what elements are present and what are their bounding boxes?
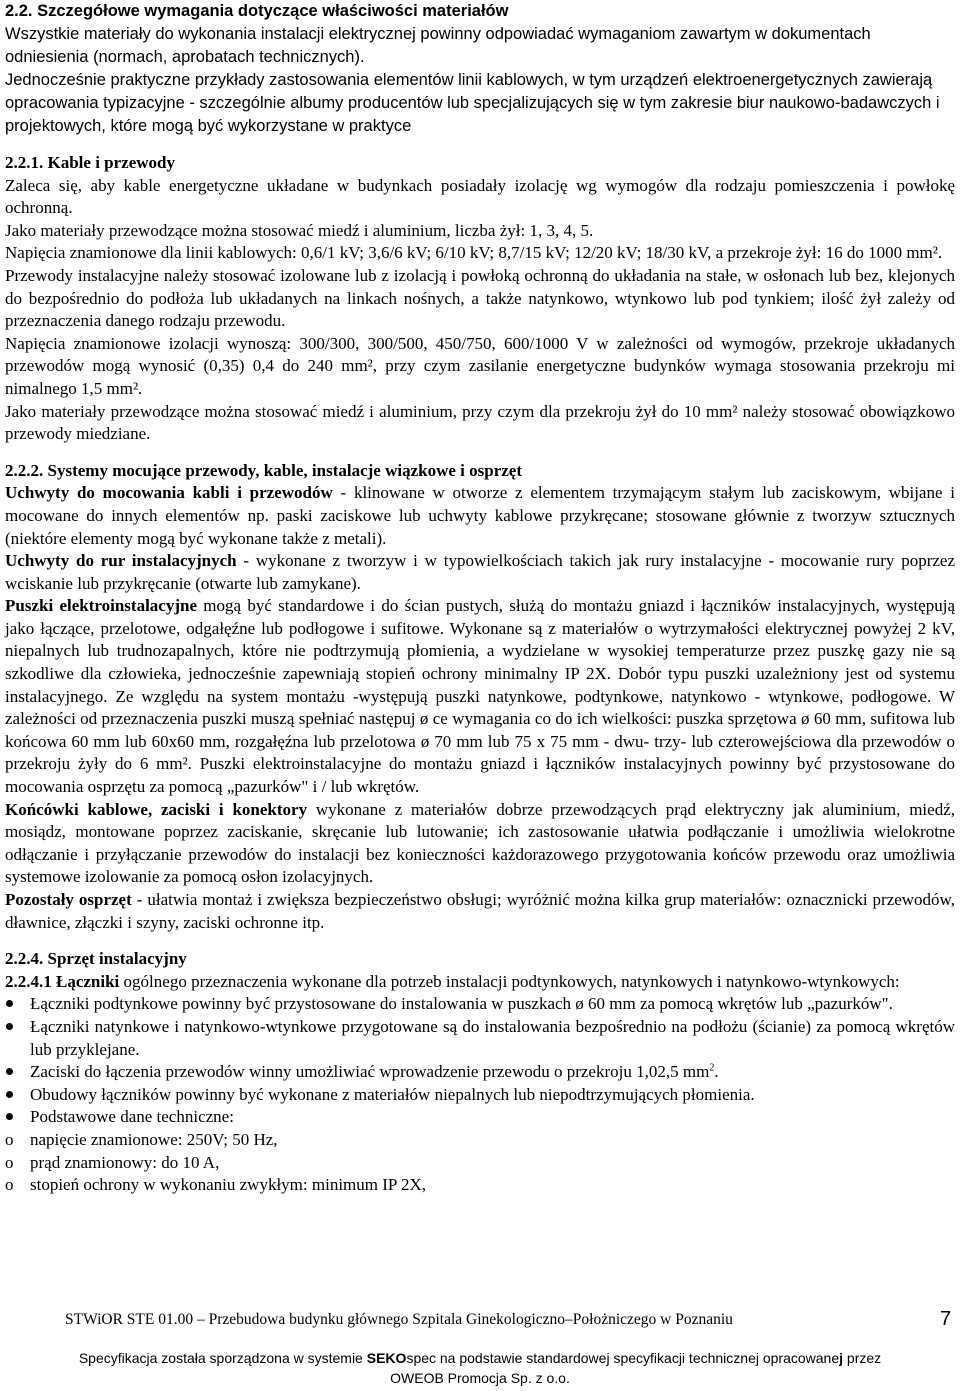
specification-credit: Specyfikacja została sporządzona w systemie SEKOspec na podstawie standardowej specyfikacji technicznej opracowanej przez OWEOB Promocja Sp. z o.o. (0, 1348, 960, 1388)
circle-bullet-icon: o (5, 1129, 14, 1149)
seko-brand: SEKO (366, 1350, 407, 1366)
s221-paragraph-5: Napięcia znamionowe izolacji wynoszą: 300/300, 300/500, 450/750, 600/1000 V w zależności od wymogów, przekroje układanych przewodów mogą wynosić (0,35) 0,4 do 240 mm², przy czym zasilanie energetyczne budynków wymaga stosowania przekroju mi nimalnego 1,5 mm². (5, 333, 955, 398)
bullet-list (5, 993, 955, 1129)
s222-paragraph-4 (5, 799, 955, 889)
list-item: Podstawowe dane techniczne: (30, 1107, 234, 1127)
s222-p5-text: - ułatwia montaż i zwiększa bezpieczeństwo obsługi; wyróżnić można kilka grup materiałów: oznacznicki przewodów, dławnice, złączki i szyny, zaciski ochronne itp. (5, 890, 955, 932)
list-item: o stopień ochrony w wykonaniu zwykłym: minimum IP 2X, (5, 1174, 955, 1197)
list-item: Łączniki natynkowe i natynkowo-wtynkowe przygotowane są do instalowania bezpośrednio na podłożu (ścianie) za pomocą wkrętów lub przyklejane. (30, 1016, 955, 1059)
s224-p1-term: Łączniki (51, 971, 120, 991)
s222-p3-text: mogą być standardowe i do ścian pustych, służą do montażu gniazd i łączników instalacyjnych, występują jako łączące, przelotowe, odgałęźne lub podłogowe i sufitowe. Wykonane są z materiałów o wytrzymałości elektrycznej powyżej 2 kV, niepalnych lub trudnozapalnych, które nie podtrzymują płomienia, a wydzielane w wysokiej temperaturze przez puszkę gazy nie są szkodliwe dla człowieka, jednocześnie zapewniają stopień ochrony minimalny IP 2X. Dobór typu puszki uzależniony jest od systemu instalacyjnego. Ze względu na system montażu -występują puszki natynkowe, podtynkowe, natynkowo - wtynkowe, podłogowe. W zależności od przeznaczenia puszki muszą spełniać następuj ø ce wymagania co do ich wielkości: puszka sprzętowa ø 60 mm, sufitowa lub końcowa 60 mm lub 60x60 mm, rozgałęźna lub przelotowa ø 70 mm lub 75 x 75 mm - dwu- trzy- lub czterowejściowa dla przewodów o przekroju żyły do 6 mm². Puszki elektroinstalacyjne do montażu gniazd i łączników instalacyjnych powinny być przystosowane do mocowania osprzętu za pomocą „pazurków" i / lub wkrętów. (5, 596, 955, 797)
publisher-name: OWEOB Promocja Sp. z o.o. (390, 1370, 570, 1386)
s222-p2-term: Uchwyty do rur instalacyjnych (5, 551, 237, 571)
s224-p1-text: ogólnego przeznaczenia wykonane dla potrzeb instalacji podtynkowych, natynkowych i natynkowo-wtynkowych: (119, 971, 900, 991)
s222-p5-term: Pozostały osprzęt (5, 890, 132, 909)
s221-paragraph-1: Zaleca się, aby kable energetyczne układane w budynkach posiadały izolację wg wymogów dla rodzaju pomieszczenia i powłokę ochronną. (5, 175, 955, 218)
list-item: o napięcie znamionowe: 250V; 50 Hz, (5, 1129, 955, 1152)
list-item: Łączniki podtynkowe powinny być przystosowane do instalowania w puszkach ø 60 mm za pomocą wkrętów lub „pazurków". (30, 994, 893, 1014)
intro-paragraph-1: Wszystkie materiały do wykonania instalacji elektrycznej powinny odpowiadać wymaganiom zawartym w dokumentach odniesienia (normach, aprobatach technicznych). (5, 25, 871, 66)
s222-p4-text: wykonane z materiałów dobrze przewodzących prąd elektryczny jak aluminium, miedź, mosiądz, montowane poprzez zaciskanie, skręcanie lub lutowanie; ich zastosowanie ułatwia podłączanie i umożliwia wielokrotne odłączanie i przyłączanie przewodów do instalacji bez konieczności każdorazowego przygotowania końców przewodu oraz umożliwia systemowe izolowanie za pomocą osłon izolacyjnych. (5, 799, 955, 887)
circle-bullet-icon: o (5, 1175, 14, 1195)
page-number: 7 (940, 1308, 952, 1330)
s222-paragraph-2 (5, 550, 955, 595)
s221-paragraph-2: Jako materiały przewodzące można stosować miedź i aluminium, liczba żył: 1, 3, 4, 5. (5, 220, 594, 240)
list-item: Obudowy łączników powinny być wykonane z materiałów niepalnych lub niepodtrzymujących płomienia. (30, 1084, 755, 1104)
s222-paragraph-5 (5, 889, 955, 934)
sub-list (5, 1129, 955, 1197)
subsection-heading-2-2-4: 2.2.4. Sprzęt instalacyjny (5, 949, 187, 969)
s224-paragraph-1 (5, 971, 955, 994)
s222-p1-term: Uchwyty do mocowania kabli i przewodów (5, 483, 333, 503)
s222-p1-text: - klinowane w otworze z elementem trzymającym stałym lub zaciskowym, wbijane i mocowane do innych elementów np. paski zaciskowe lub uchwyty kablowe przykręcane; stosowane głównie z tworzyw sztucznych (niektóre elementy mogą być wykonane także z metali). (5, 483, 955, 548)
s221-paragraph-3: Napięcia znamionowe dla linii kablowych: 0,6/1 kV; 3,6/6 kV; 6/10 kV; 8,7/15 kV; 12/20 kV; 18/30 kV, a przekroje żył: 16 do 1000 mm². (5, 243, 943, 263)
s221-paragraph-6: Jako materiały przewodzące można stosować miedź i aluminium, przy czym dla przekroju żył do 10 mm² należy stosować obowiązkowo przewody miedziane. (5, 401, 955, 444)
s222-p2-text: - wykonane z tworzyw i w typowielkościach takich jak rury instalacyjne - mocowanie rury poprzez wciskanie lub przykręcanie (otwarte lub zamykane). (5, 551, 955, 593)
s222-paragraph-1 (5, 482, 955, 550)
s224-p1-number: 2.2.4.1 (5, 971, 52, 991)
s222-p4-term: Końcówki kablowe, zaciski i konektory (5, 799, 308, 819)
s222-paragraph-3 (5, 595, 955, 798)
circle-bullet-icon: o (5, 1152, 14, 1172)
subsection-heading-2-2-2: 2.2.2. Systemy mocujące przewody, kable, instalacje wiązkowe i osprzęt (5, 460, 523, 480)
list-item: o prąd znamionowy: do 10 A, (5, 1152, 955, 1175)
s221-paragraph-4: Przewody instalacyjne należy stosować izolowane lub z izolacją i powłoką ochronną do układania na stałe, w osłonach lub bez, klejonych do bezpośrednio do podłoża lub układanych na linkach nośnych, a także natynkowo, wtynkowo lub pod tynkiem; ilość żył zależy od przeznaczenia danego rodzaju przewodu. (5, 265, 955, 331)
section-heading: 2.2. Szczegółowe wymagania dotyczące właściwości materiałów (5, 2, 509, 20)
s222-p3-term: Puszki elektroinstalacyjne (5, 596, 198, 616)
running-footer: STWiOR STE 01.00 – Przebudowa budynku głównego Szpitala Ginekologiczno–Położniczego w Poznaniu (65, 1311, 733, 1328)
list-item: Zaciski do łączenia przewodów winny umożliwiać wprowadzenie przewodu o przekroju 1,02,5 $mm^2$. (30, 1062, 719, 1082)
intro-paragraph-2: Jednocześnie praktyczne przykłady zastosowania elementów linii kablowych, w tym urządzeń elektroenergetycznych zawierają opracowania typizacyjne - szczególnie albumy producentów lub specjalizujących się w tym zakresie biur naukowo-badawczych i projektowych, które mogą być wykorzystane w praktyce (5, 71, 940, 135)
subsection-heading-2-2-1: 2.2.1. Kable i przewody (5, 153, 175, 172)
document-page (5, 0, 955, 1197)
